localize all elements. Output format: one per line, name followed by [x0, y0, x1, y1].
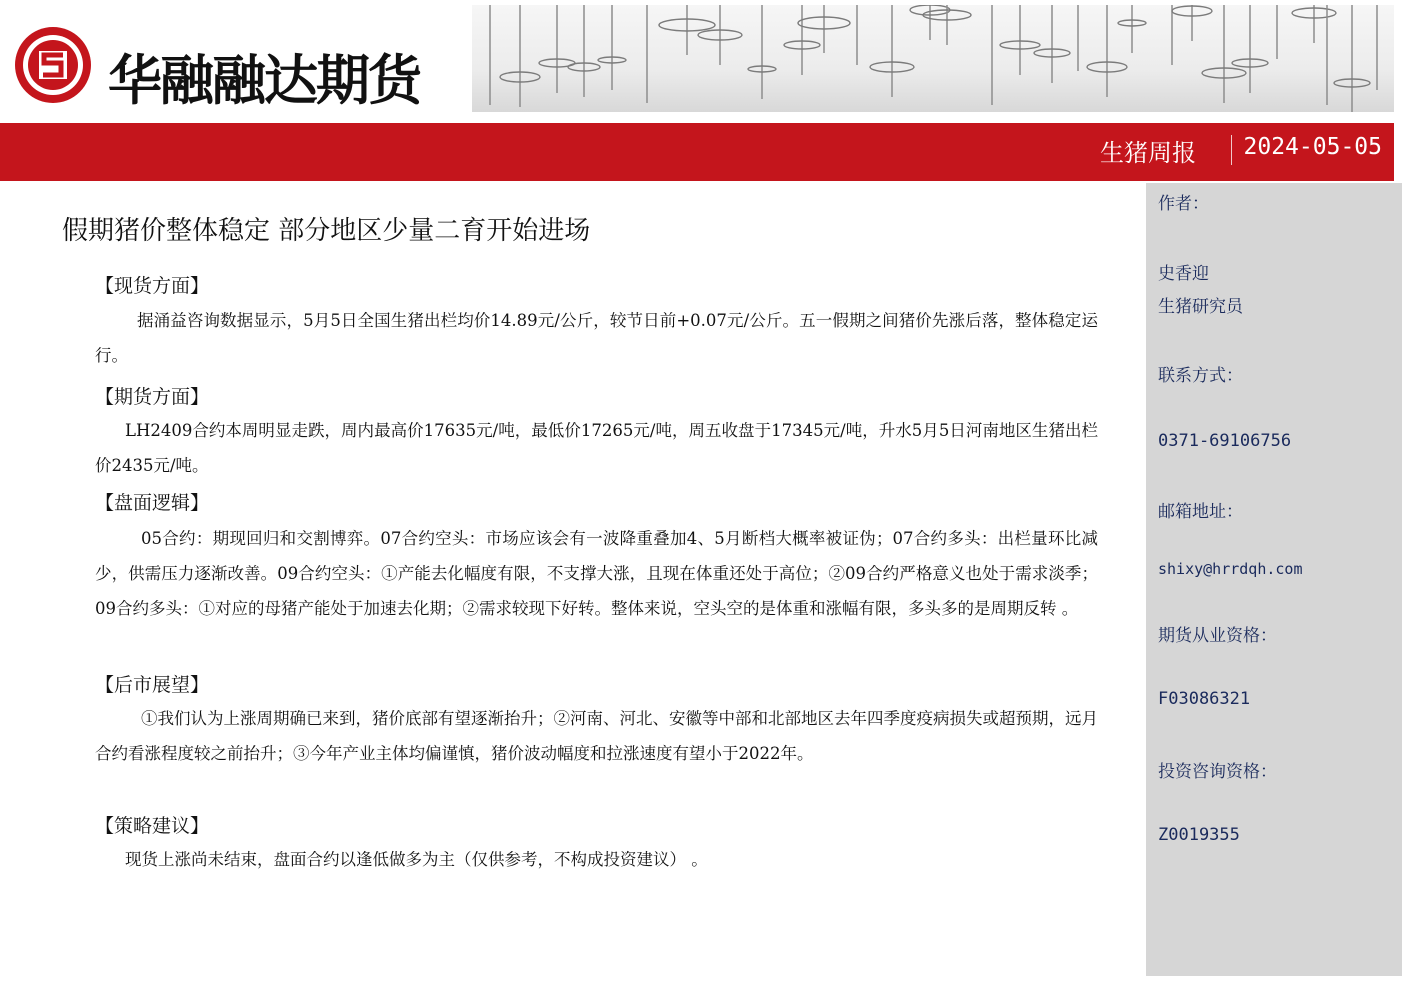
section-heading-futures: 【期货方面】 — [95, 386, 210, 408]
company-logo — [10, 24, 440, 114]
author-name: 史香迎 — [1158, 264, 1209, 284]
report-type: 生猪周报 — [1100, 139, 1196, 167]
author-label: 作者： — [1158, 194, 1209, 214]
report-header-bar — [0, 123, 1394, 181]
contact-phone: 0371-69106756 — [1158, 431, 1292, 451]
section-body-strategy: 现货上涨尚未结束，盘面合约以逢低做多为主（仅供参考，不构成投资建议） 。 — [125, 850, 708, 869]
advisory-license-label: 投资咨询资格： — [1158, 762, 1277, 782]
section-heading-outlook: 【后市展望】 — [95, 674, 210, 696]
email-label: 邮箱地址： — [1158, 502, 1243, 522]
section-heading-strategy: 【策略建议】 — [95, 815, 210, 837]
section-body-spot: 据涌益咨询数据显示，5月5日全国生猪出栏均价14.89元/公斤，较节日前+0.07元/公斤。五一假期之间猪价先涨后落，整体稳定运行。 — [95, 311, 1098, 365]
author-title: 生猪研究员 — [1158, 297, 1243, 317]
article-title: 假期猪价整体稳定 部分地区少量二育开始进场 — [62, 216, 591, 246]
section-body-logic: 05合约：期现回归和交割博弈。07合约空头：市场应该会有一波降重叠加4、5月断档大概率被证伪；07合约多头：出栏量环比减少，供需压力逐渐改善。09合约空头：①产能去化幅度有限，不支撑大涨，且现在体重还处于高位；②09合约严格意义也处于需求淡季；09合约多头：①对应的母猪产能处于加速去化期；②需求较现下好转。整体来说，空头空的是体重和涨幅有限，多头多的是周期反转 。 — [95, 529, 1098, 618]
section-body-outlook: ①我们认为上涨周期确已来到，猪价底部有望逐渐抬升；②河南、河北、安徽等中部和北部地区去年四季度疫病损失或超预期，远月合约看涨程度较之前抬升；③今年产业主体均偏谨慎，猪价波动幅度和拉涨速度有望小于2022年。 — [95, 709, 1098, 763]
contact-label: 联系方式： — [1158, 366, 1243, 386]
advisory-license-number: Z0019355 — [1158, 825, 1240, 845]
report-date: 2024-05-05 — [1243, 134, 1382, 160]
section-heading-spot: 【现货方面】 — [95, 275, 210, 297]
author-sidebar — [1146, 183, 1402, 976]
logo-emblem-icon — [10, 24, 100, 114]
email-address[interactable]: shixy@hrrdqh.com — [1158, 560, 1303, 578]
header-banner-image — [472, 5, 1394, 112]
section-body-futures: LH2409合约本周明显走跌，周内最高价17635元/吨，最低价17265元/吨，周五收盘于17345元/吨，升水5月5日河南地区生猪出栏价2435元/吨。 — [95, 421, 1098, 475]
pendant-lights-illustration — [472, 5, 1394, 112]
futures-license-label: 期货从业资格： — [1158, 626, 1277, 646]
futures-license-number: F03086321 — [1158, 689, 1251, 709]
header-divider — [1231, 135, 1232, 165]
company-name: 华融融达期货 — [108, 49, 420, 112]
section-heading-logic: 【盘面逻辑】 — [95, 492, 210, 514]
